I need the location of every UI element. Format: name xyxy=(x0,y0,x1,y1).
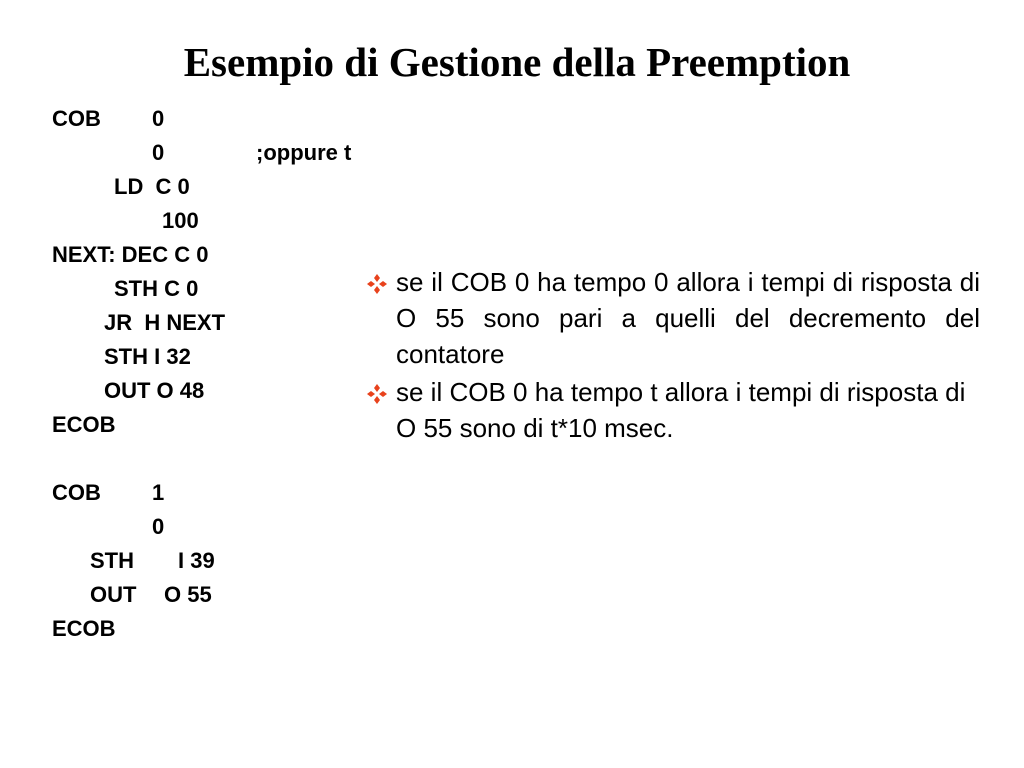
code-line xyxy=(52,376,205,410)
four-diamond-bullet-icon xyxy=(366,273,388,295)
cob0-time: 0 xyxy=(152,140,165,165)
cob0-keyword: COB xyxy=(52,106,101,131)
code-line xyxy=(52,614,116,648)
code-jr: JR H NEXT xyxy=(104,310,226,335)
code-100: 100 xyxy=(162,208,199,233)
bullet-text: se il COB 0 ha tempo 0 allora i tempi di risposta di O 55 sono pari a quelli del decremento del contatore xyxy=(396,267,980,369)
code-line xyxy=(52,512,165,546)
code-out-48: OUT O 48 xyxy=(104,378,205,403)
bullet-item xyxy=(364,264,980,372)
code-sth-c: STH C 0 xyxy=(114,276,199,301)
code-sth-argument: I 39 xyxy=(178,548,215,573)
bullet-list xyxy=(364,264,980,448)
code-blank-line xyxy=(52,444,76,478)
page-title: Esempio di Gestione della Preemption xyxy=(183,39,851,85)
code-line xyxy=(52,206,199,240)
code-line xyxy=(52,546,215,580)
code-ld: LD C 0 xyxy=(114,174,190,199)
code-ecob: ECOB xyxy=(52,412,116,437)
code-line xyxy=(52,410,116,444)
four-diamond-bullet-icon xyxy=(366,383,388,405)
cob0-comment: ;oppure t xyxy=(256,140,352,165)
code-line xyxy=(52,274,199,308)
code-line xyxy=(52,308,226,342)
code-ecob: ECOB xyxy=(52,616,116,641)
bullet-item xyxy=(364,374,980,446)
code-out-keyword: OUT xyxy=(90,582,137,607)
code-line xyxy=(52,478,165,512)
code-line xyxy=(52,580,212,614)
code-sth-keyword: STH xyxy=(90,548,134,573)
code-next-label: NEXT: DEC C 0 xyxy=(52,242,209,267)
bullet-text: se il COB 0 ha tempo t allora i tempi di risposta di O 55 sono di t*10 msec. xyxy=(396,377,966,443)
code-line xyxy=(52,240,209,274)
cob1-time: 0 xyxy=(152,514,165,539)
code-line xyxy=(52,104,165,138)
cob1-number: 1 xyxy=(152,480,165,505)
code-line xyxy=(52,172,190,206)
code-line xyxy=(52,138,352,172)
code-listing xyxy=(52,104,352,648)
cob1-keyword: COB xyxy=(52,480,101,505)
cob0-number: 0 xyxy=(152,106,165,131)
code-out-argument: O 55 xyxy=(164,582,212,607)
code-line xyxy=(52,342,191,376)
code-sth-i: STH I 32 xyxy=(104,344,191,369)
